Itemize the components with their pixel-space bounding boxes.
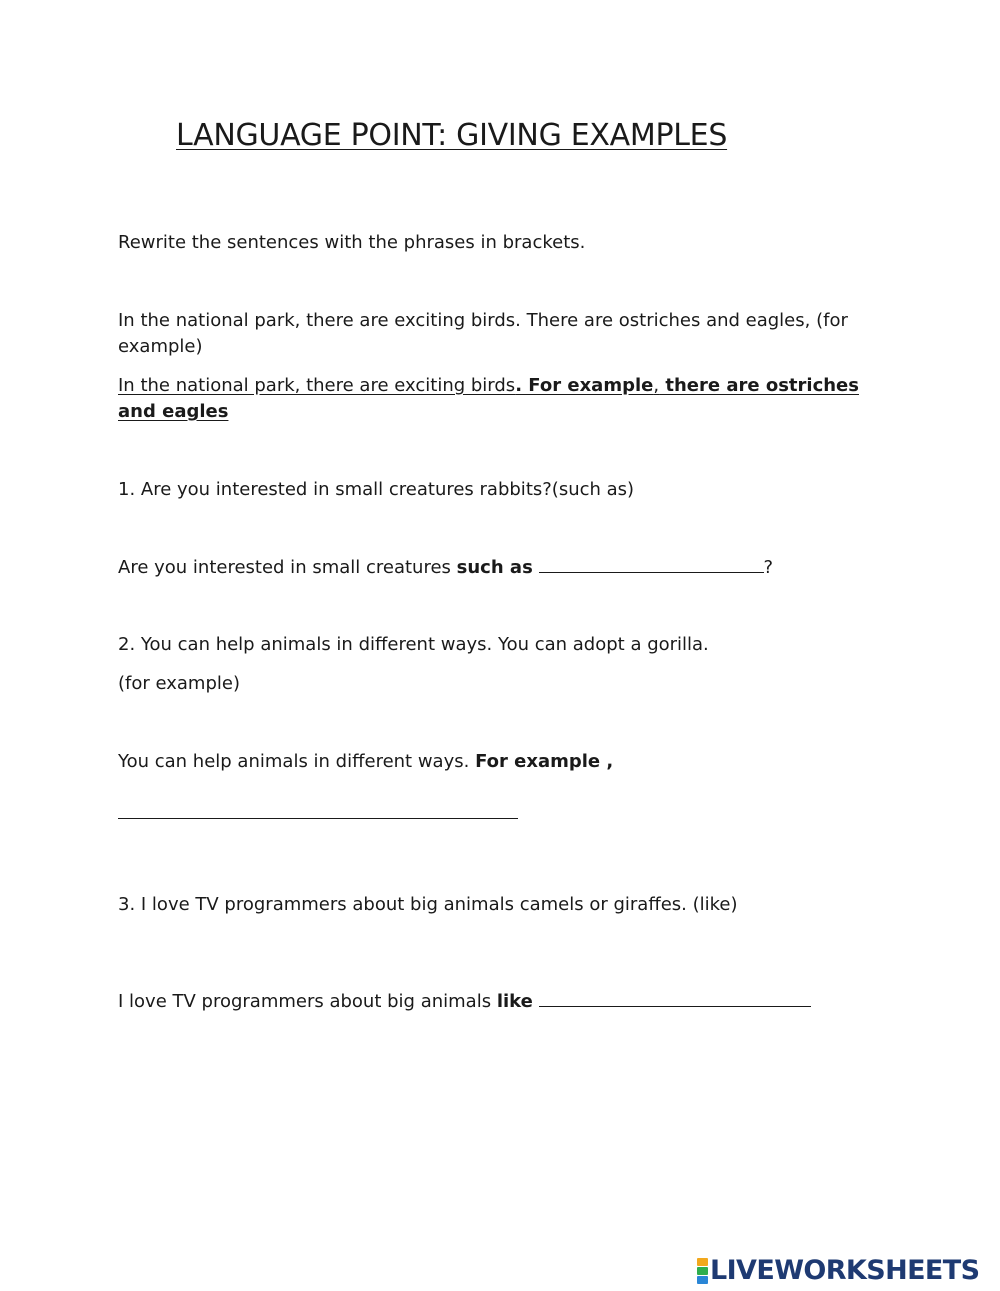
question-1-rewrite (118, 554, 773, 581)
question-3-rewrite-start: I love TV programmers about big animals (118, 991, 497, 1012)
example-answer-rest: there are ostriches and eagles (118, 375, 859, 422)
question-2-rewrite-start: You can help animals in different ways. (118, 751, 476, 772)
question-1-prompt: 1. Are you interested in small creatures rabbits?(such as) (118, 479, 635, 500)
liveworksheets-logo (697, 1256, 979, 1286)
logo-block-s (697, 1276, 708, 1284)
question-1-rewrite-start: Are you interested in small creatures (118, 557, 457, 578)
example-answer-plain: In the national park, there are exciting birds (118, 375, 516, 396)
question-1-question-mark: ? (763, 557, 774, 578)
logo-block-w (697, 1267, 708, 1275)
question-2-rewrite (118, 749, 613, 775)
question-1-answer-blank[interactable] (539, 554, 764, 573)
question-2-prompt: 2. You can help animals in different ways. You can adopt a gorilla. (118, 634, 709, 655)
example-answer-comma: , (653, 375, 660, 396)
question-3-phrase: like (496, 991, 533, 1012)
example-answer (118, 373, 878, 425)
question-1-phrase: such as (456, 557, 533, 578)
question-2-hint: (for example) (118, 673, 240, 694)
question-3-rewrite (118, 988, 811, 1015)
question-3-prompt: 3. I love TV programmers about big animals camels or giraffes. (like) (118, 894, 738, 915)
page-title: LANGUAGE POINT: GIVING EXAMPLES (176, 118, 728, 153)
logo-blocks-icon (697, 1258, 708, 1284)
logo-text: LIVEWORKSHEETS (710, 1255, 980, 1286)
instruction-text: Rewrite the sentences with the phrases in brackets. (118, 232, 586, 253)
logo-block-l (697, 1258, 708, 1266)
question-2-phrase: For example , (475, 751, 614, 772)
example-prompt: In the national park, there are exciting birds. There are ostriches and eagles, (for example) (118, 310, 848, 357)
question-2-answer-blank[interactable] (118, 818, 518, 819)
question-3-answer-blank[interactable] (539, 988, 811, 1007)
example-answer-phrase: . For example (515, 375, 654, 396)
